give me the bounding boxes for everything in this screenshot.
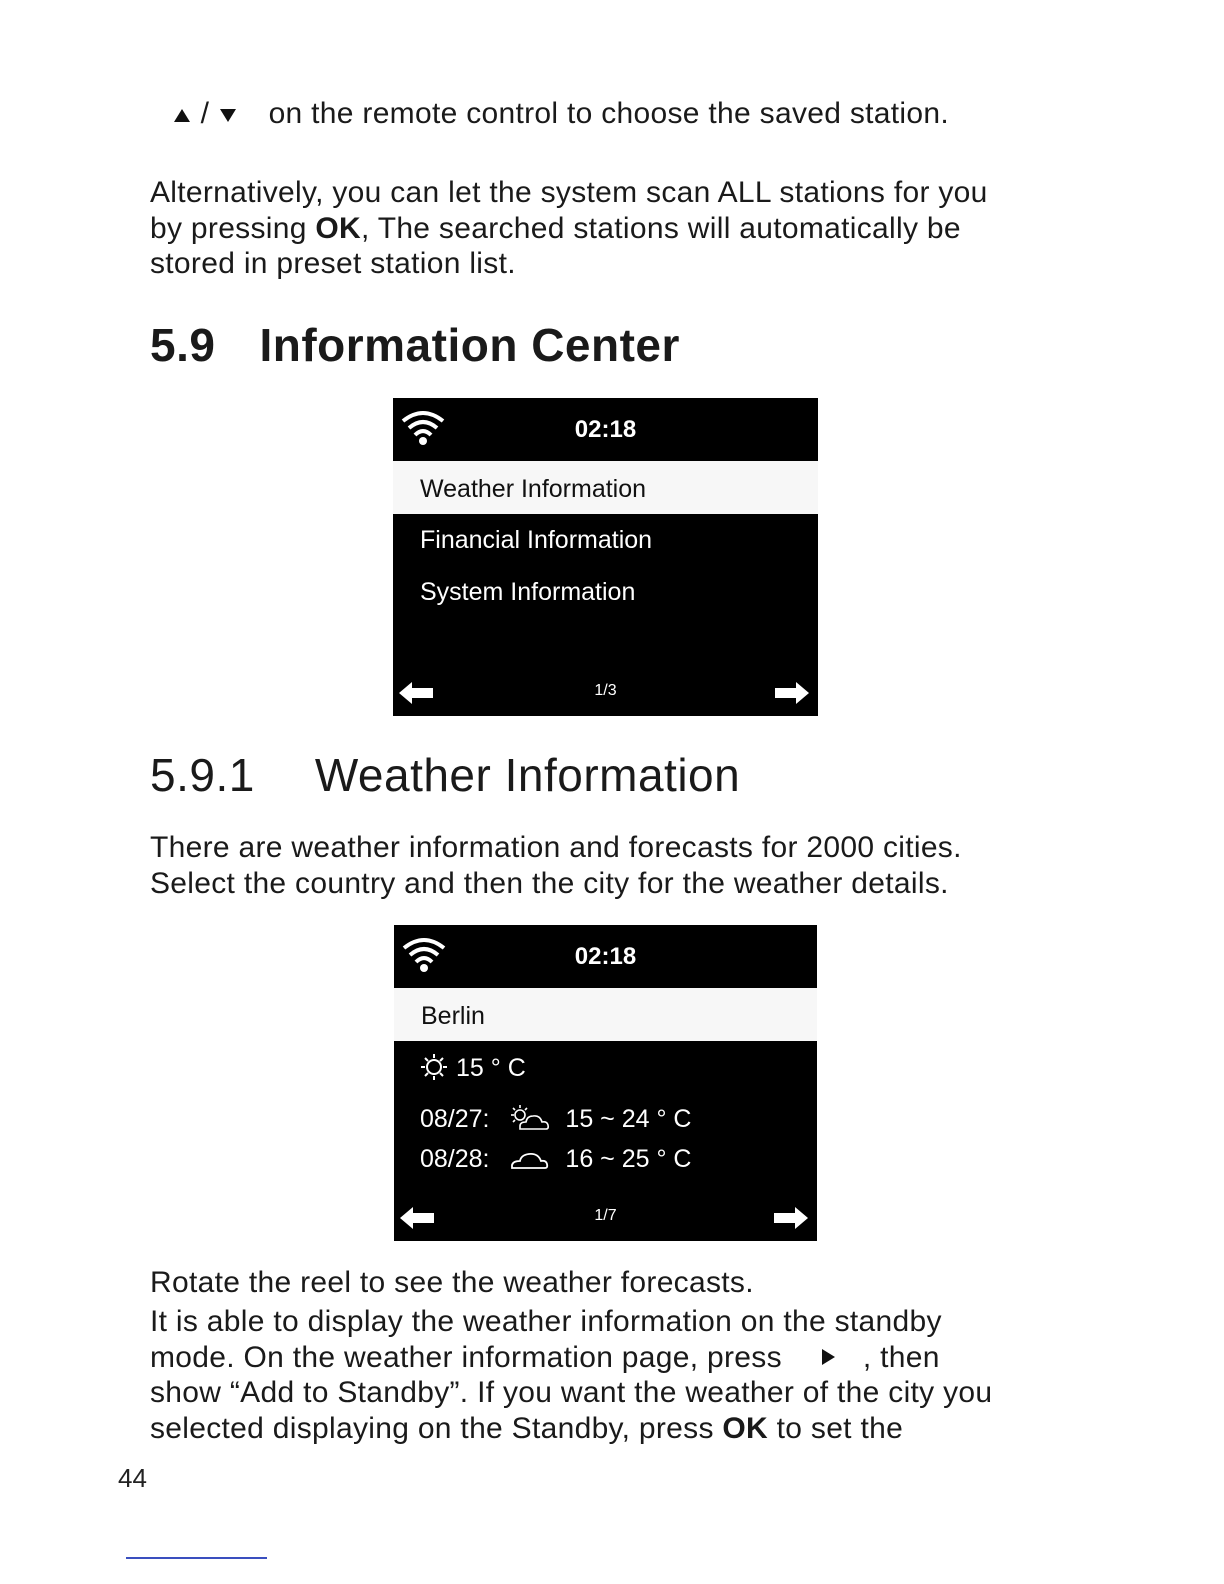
page-number: 44 xyxy=(118,1463,147,1493)
screen-clock: 02:18 xyxy=(574,416,637,443)
forecast-row xyxy=(420,1145,691,1174)
intro-p2-line2 xyxy=(150,211,988,247)
closing-line2: It is able to display the weather information on the standby xyxy=(150,1305,942,1338)
subsection-title: Weather Information xyxy=(314,749,741,801)
menu-item-label: Weather Information xyxy=(420,475,647,503)
weather-screen xyxy=(394,925,817,1241)
partly-cloudy-icon xyxy=(508,1104,550,1132)
subsection-heading xyxy=(150,748,740,802)
intro-line1-text: on the remote control to choose the saved station. xyxy=(268,97,949,130)
intro-paragraph xyxy=(150,175,988,282)
closing-line5 xyxy=(150,1411,992,1447)
closing-line5-post: to set the xyxy=(768,1411,904,1445)
slash-separator: / xyxy=(200,97,210,130)
menu-item-system-information[interactable]: System Information xyxy=(420,578,636,606)
current-weather xyxy=(420,1053,526,1083)
right-arrow-icon[interactable] xyxy=(774,1207,808,1229)
subsection-number: 5.9.1 xyxy=(150,749,255,801)
closing-line3-pre: mode. On the weather information page, press xyxy=(150,1340,782,1374)
forecast-date: 08/28: xyxy=(420,1145,490,1173)
right-arrow-icon[interactable] xyxy=(775,682,809,704)
closing-paragraph xyxy=(150,1304,992,1446)
info-center-screen xyxy=(393,398,818,716)
forecast-date: 08/27: xyxy=(420,1105,490,1133)
closing-line1: Rotate the reel to see the weather forecasts. xyxy=(150,1266,754,1299)
weather-intro-line2: Select the country and then the city for the weather details. xyxy=(150,866,949,900)
intro-p2-line3: stored in preset station list. xyxy=(150,247,516,280)
intro-p2-line2-pre: by pressing xyxy=(150,211,316,245)
intro-p2-line2-post: , The searched stations will automatically be xyxy=(360,211,961,245)
section-heading xyxy=(150,318,680,372)
closing-line4: show “Add to Standby”. If you want the weather of the city you xyxy=(150,1376,993,1409)
intro-line1 xyxy=(174,97,949,131)
ok-key-label: OK xyxy=(315,211,361,245)
forecast-range: 15 ~ 24 ° C xyxy=(565,1105,692,1133)
sun-icon xyxy=(420,1053,448,1081)
current-temperature: 15 ° C xyxy=(456,1054,526,1082)
section-title: Information Center xyxy=(259,319,680,371)
menu-item-financial-information[interactable]: Financial Information xyxy=(420,526,653,554)
closing-line3-post: , then xyxy=(862,1340,940,1374)
footer-rule xyxy=(126,1557,267,1559)
cloud-icon xyxy=(508,1147,550,1171)
ok-key-label: OK xyxy=(722,1411,768,1445)
section-number: 5.9 xyxy=(150,319,216,371)
forecast-range: 16 ~ 25 ° C xyxy=(565,1145,692,1173)
closing-line3 xyxy=(150,1340,992,1376)
up-arrow-icon xyxy=(174,109,190,122)
forecast-row xyxy=(420,1104,691,1134)
play-right-icon xyxy=(822,1349,835,1365)
page-indicator: 1/3 xyxy=(594,682,617,699)
weather-intro-paragraph xyxy=(150,830,962,901)
screen-clock: 02:18 xyxy=(574,943,637,970)
city-label: Berlin xyxy=(421,1002,485,1030)
menu-item-weather-information[interactable] xyxy=(393,461,818,514)
weather-intro-line1: There are weather information and forecasts for 2000 cities. xyxy=(150,831,962,864)
screen-status-bar xyxy=(393,398,818,461)
down-arrow-icon xyxy=(220,109,236,122)
page-indicator: 1/7 xyxy=(594,1207,617,1224)
screen-status-bar xyxy=(394,925,817,988)
closing-line5-pre: selected displaying on the Standby, press xyxy=(150,1411,723,1445)
city-row[interactable] xyxy=(394,988,817,1041)
intro-p2-line1: Alternatively, you can let the system scan ALL stations for you xyxy=(150,176,988,209)
